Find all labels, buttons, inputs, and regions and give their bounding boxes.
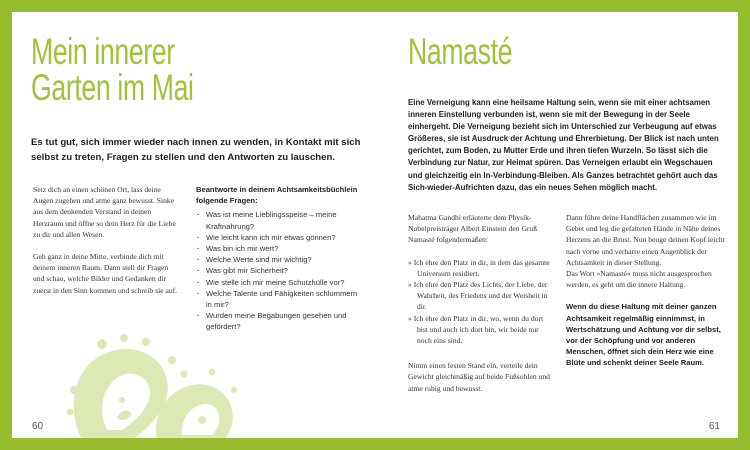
bold-paragraph: Wenn du diese Haltung mit deiner ganzen Achtsamkeit regelmäßig einnimmst, in Wertschätzung und Achtung vor dir selbst, vor der Schöpfung und vor anderen Menschen, öffnet sich dein Herz wie eine Blüte und schenkt deiner Seele Raum. [566,302,721,368]
quote: » Ich ehre den Platz in dir, in dem das gesamte Universum residiert. [408,257,555,279]
title-line-2: Garten im Mai [31,67,194,108]
intro-paragraph: Es tut gut, sich immer wieder nach innen zu wenden, in Kontakt mit sich selbst zu treten, Fragen zu stellen und den Antworten zu lauschen. [31,137,361,163]
question-heading: Beantworte in deinem Achtsamkeitsbüchlein folgende Fragen: [196,185,358,206]
paragraph: Das Wort »Namasté« muss nicht ausgesprochen werden, es geht um die innere Haltung. [566,269,712,290]
page-title: Namasté [408,31,513,72]
paisley-ornament-icon [62,330,242,438]
title-line-1: Mein innerer [31,31,175,72]
page-number: 61 [708,421,720,432]
paragraph: Setz dich an einen schönen Ort, lass deine Augen zugehen und atme ganz bewusst. Sinke aus dem denkenden Verstand in deinen Herzraum und öffne so dein Herz für die Liebe zu dir und allen Wesen. [33,185,176,239]
list-item: · Wie stelle ich mir meine Schutzhülle vor? [196,277,362,288]
gandhi-column [408,212,555,405]
list-item: · Wie leicht kann ich mir etwas gönnen? [196,232,362,243]
paragraph: Nimm einen festen Stand ein, verteile dein Gewicht gleichmäßig auf beide Fußsohlen und atme ruhig und bewusst. [408,361,550,393]
question-column [196,184,362,333]
list-item: · Was gibt mir Sicherheit? [196,265,362,276]
quote: » Ich ehre den Platz des Lichts, der Liebe, der Wahrheit, des Friedens und der Weisheit in dir. [408,279,555,313]
quote: » Ich ehre den Platz in dir, wo, wenn du dort bist und auch ich dort bin, wir beide nur noch eins sind. [408,313,555,347]
paragraph: Geh ganz in deine Mitte, verbinde dich mit deinem inneren Raum. Dann stell dir Fragen und schau, welche Bilder und Gedanken dir zuerst in den Sinn kommen und schreib sie auf. [33,252,178,295]
paragraph: Dann führe deine Handflächen zusammen wie im Gebet und leg die gefalteten Hände in Nähe deines Herzens an die Brust. Nun beuge deinen Kopf leicht nach vorne und verharre einen Augenblick der Achtsamkeit in dieser Stellung. [566,213,725,267]
left-column [33,184,178,307]
list-item: · Welche Werte sind mir wichtig? [196,254,362,265]
list-item: · Was ist meine Lieblingsspeise – meine Kraftnahrung? [196,209,362,231]
page-title [31,31,194,108]
list-item: · Wurden meine Begabungen gesehen und gefördert? [196,310,362,332]
instruction-column [566,212,726,369]
list-item: · Welche Talente und Fähigkeiten schlummern in mir? [196,288,362,310]
question-list [196,209,362,332]
page-number: 60 [32,421,44,432]
right-page [375,12,738,438]
left-page [12,12,375,438]
list-item: · Was bin ich mir wert? [196,243,362,254]
intro-paragraph: Eine Verneigung kann eine heilsame Haltung sein, wenn sie mit einer achtsamen inneren Einstellung verbunden ist, wenn sie mit der Bewegung in der Seele einhergeht. Die Verneigung bezieht sich im Unterschied zur Verbeugung auf etwas Größeres, sie ist Ausdruck der Achtung und Ehrerbietung. Der Blick ist nach unten gerichtet, zum Boden, zu Mutter Erde und ihren tiefen Wurzeln. So lässt sich die Verbindung zur Natur, zur Heimat spüren. Das Verneigen erlaubt ein Wegschauen und gleichzeitig ein In-Verbindung-Bleiben. Als Ganzes betrachtet gehört auch das Sich-wieder-Aufrichten dazu, das ein neues Sehen möglich macht. [408,98,719,192]
paragraph: Mahatma Gandhi erläuterte dem Physik-Nobelpreisträger Albert Einstein den Gruß Namasté folgendermaßen: [408,213,538,245]
